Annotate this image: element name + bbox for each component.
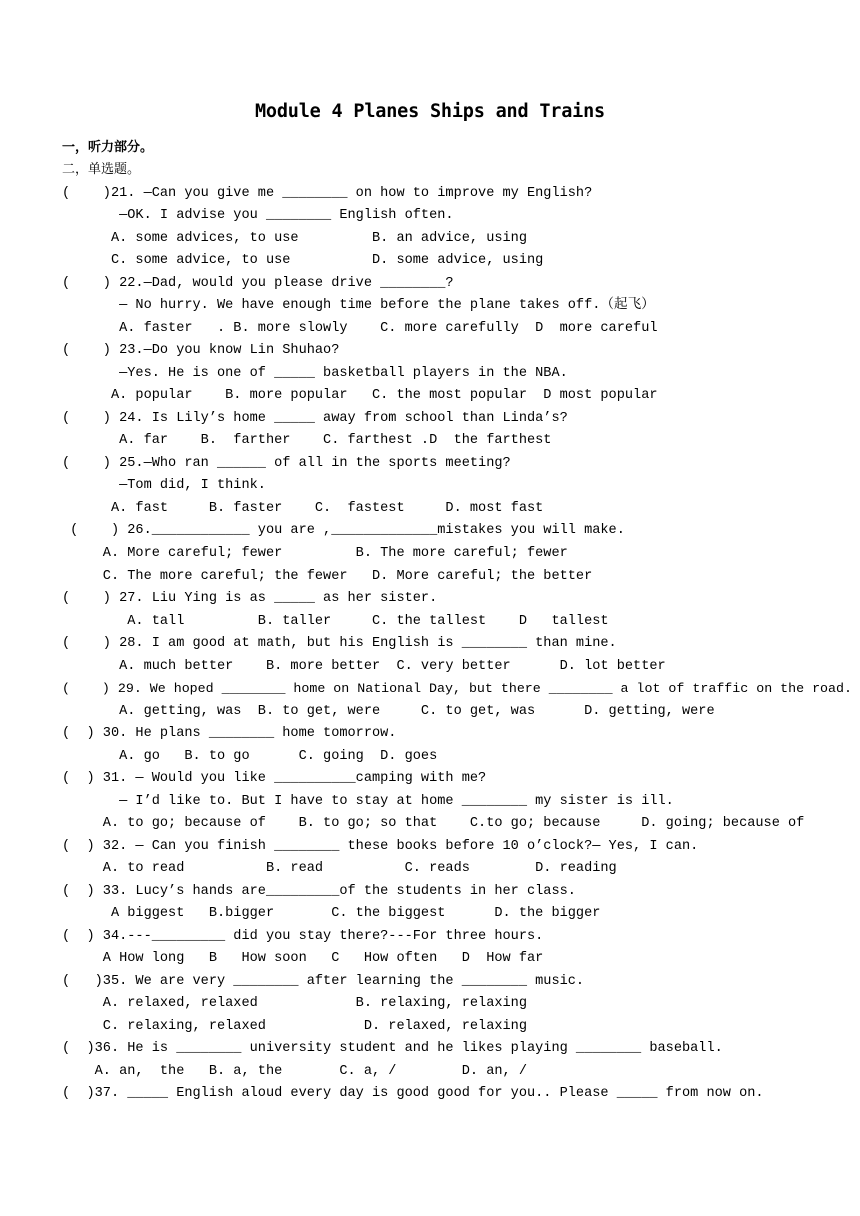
option-line: A. to go; because of B. to go; so that C.to go; because D. going; because of [62, 816, 805, 831]
option-line: C. some advice, to use D. some advice, using [62, 253, 544, 268]
question-line: ( ) 23.—Do you know Lin Shuhao? [62, 343, 340, 358]
question-line: ( ) 25.—Who ran ______ of all in the sports meeting? [62, 456, 511, 471]
question-line: — I’d like to. But I have to stay at home ________ my sister is ill. [62, 794, 674, 809]
question-line: ( ) 29. We hoped ________ home on National Day, but there ________ a lot of traffic on the road. [62, 681, 852, 696]
option-line: C. The more careful; the fewer D. More careful; the better [62, 569, 593, 584]
question-line: — No hurry. We have enough time before the plane takes off.（起飞） [62, 298, 655, 313]
question-line: —OK. I advise you ________ English often. [62, 208, 454, 223]
option-line: A. an, the B. a, the C. a, / D. an, / [62, 1064, 527, 1079]
option-line: A How long B How soon C How often D How far [62, 951, 544, 966]
question-line: ( ) 32. — Can you finish ________ these books before 10 o’clock?— Yes, I can. [62, 839, 699, 854]
question-line: ( ) 33. Lucy’s hands are_________of the students in her class. [62, 884, 576, 899]
question-line: ( ) 26.____________ you are ,_____________mistakes you will make. [62, 523, 625, 538]
option-line: A. to read B. read C. reads D. reading [62, 861, 617, 876]
question-line: —Yes. He is one of _____ basketball players in the NBA. [62, 366, 568, 381]
question-line: —Tom did, I think. [62, 478, 266, 493]
document-title: Module 4 Planes Ships and Trains [254, 101, 605, 122]
option-line: A. More careful; fewer B. The more careful; fewer [62, 546, 568, 561]
question-line: ( ) 34.---_________ did you stay there?---For three hours. [62, 929, 544, 944]
question-line: ( ) 28. I am good at math, but his English is ________ than mine. [62, 636, 617, 651]
question-line: ( )35. We are very ________ after learning the ________ music. [62, 974, 585, 989]
question-line: ( )21. —Can you give me ________ on how to improve my English? [62, 186, 593, 201]
option-line: A. relaxed, relaxed B. relaxing, relaxing [62, 996, 527, 1011]
option-line: A. go B. to go C. going D. goes [62, 749, 438, 764]
option-line: A. faster . B. more slowly C. more carefully D more careful [62, 321, 658, 336]
question-line: ( ) 24. Is Lily’s home _____ away from school than Linda’s? [62, 411, 568, 426]
question-line: ( ) 27. Liu Ying is as _____ as her sister. [62, 591, 438, 606]
section-heading-listening: 一，听力部分。 [62, 140, 154, 155]
option-line: C. relaxing, relaxed D. relaxed, relaxing [62, 1019, 527, 1034]
option-line: A. some advices, to use B. an advice, using [62, 231, 527, 246]
option-line: A. far B. farther C. farthest .D the farthest [62, 433, 552, 448]
option-line: A. getting, was B. to get, were C. to get, was D. getting, were [62, 704, 715, 719]
option-line: A. much better B. more better C. very better D. lot better [62, 659, 666, 674]
option-line: A biggest B.bigger C. the biggest D. the bigger [62, 906, 601, 921]
question-line: ( ) 22.—Dad, would you please drive ________? [62, 276, 454, 291]
question-line: ( ) 30. He plans ________ home tomorrow. [62, 726, 397, 741]
section-heading-single-choice: 二，单选题。 [62, 162, 141, 177]
option-line: A. popular B. more popular C. the most popular D most popular [62, 388, 658, 403]
question-line: ( ) 31. — Would you like __________camping with me? [62, 771, 487, 786]
option-line: A. tall B. taller C. the tallest D tallest [62, 614, 609, 629]
question-line: ( )36. He is ________ university student and he likes playing ________ baseball. [62, 1041, 723, 1056]
option-line: A. fast B. faster C. fastest D. most fast [62, 501, 544, 516]
question-line: ( )37. _____ English aloud every day is good good for you.. Please _____ from now on. [62, 1086, 764, 1101]
